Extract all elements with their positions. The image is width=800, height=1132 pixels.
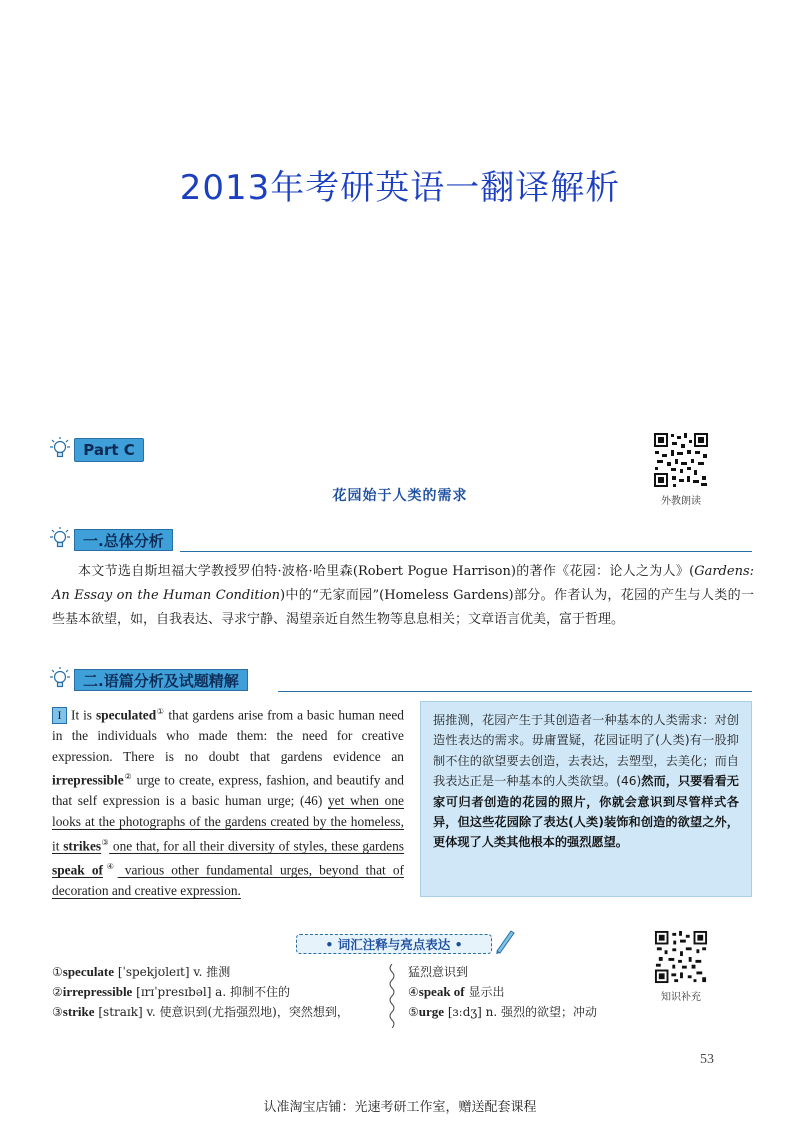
qr-caption-reading: 外教朗读 [661,496,701,507]
keyword-speak-of: speak of [52,862,103,878]
vocab-word: irrepressible [62,984,133,999]
vocab-definition: 显示出 [464,985,505,999]
keyword-strikes: strikes [63,837,102,853]
overview-paragraph [52,560,754,632]
vocab-item [408,962,648,982]
pen-icon [494,928,516,954]
passage-text: urge to create, express, fashion, and beautify and that self expression is a basic human urge; (46) [52,772,405,809]
footnote-mark: ④ [103,861,118,871]
vocab-definition: [ɜːdʒ] n. 强烈的欲望；冲动 [444,1005,598,1019]
overview-text-2: )中的“无家而园”(Homeless Gardens)部分。作者认为，花园的产生与人类的一些基本欲望，如，自我表达、寻求宁静、渴望亲近自然生物等息息相关；文章语言优美，富于哲理。 [52,588,754,627]
keyword-speculated: speculated [95,707,157,723]
vocab-word: speak of [418,984,465,999]
vocab-item [52,962,382,982]
lightbulb-icon [50,436,70,462]
passage-text: It is [71,707,96,723]
qr-code-icon[interactable] [653,432,709,488]
section-heading-text-analysis: 二.语篇分析及试题精解 [74,669,248,691]
footnote-mark: ① [156,707,165,716]
vocab-number: ① [52,965,63,979]
vocab-item [408,982,648,1002]
book-title-en: Gardens: An Essay on the Human Condition [52,564,754,603]
squiggle-divider [387,964,397,1028]
vocab-banner: • 词汇注释与亮点表达 • [296,934,492,954]
footnote-mark: ② [123,772,133,782]
underlined-sentence-46: one that, for all their diversity of styles, these gardens [109,837,405,853]
overview-text-1: 本文节选自斯坦福大学教授罗伯特·波格·哈里森(Robert Pogue Harrison)的著作《花园：论人之为人》( [78,564,695,579]
keyword-irrepressible: irrepressible [52,772,124,788]
underlined-sentence-46: various other fundamental urges, beyond that of decoration and creative expression. [52,862,405,898]
lightbulb-icon [50,526,70,552]
vocab-item [408,1002,648,1022]
vocab-definition: [straɪk] v. 使意识到(尤指强烈地)，突然想到， [94,1005,349,1019]
vocab-item [52,982,382,1002]
vocab-list-left [52,962,382,1022]
section-divider [278,691,752,692]
section-divider [180,551,752,552]
part-c-badge: Part C [74,438,144,462]
vocab-definition: 猛烈意识到 [408,965,469,979]
page-title: 2013年考研英语一翻译解析 [179,168,621,208]
footnote-mark: ③ [101,837,110,847]
vocab-item [52,1002,382,1022]
passage-text: that gardens arise from a basic human need in the individuals who made them: the need for creative expression. There is no doubt that gardens evidence an [52,707,404,764]
vocab-definition: [ˈspekjʊleɪt] v. 推测 [114,965,231,979]
vocab-number: ④ [408,985,419,999]
paragraph-marker: I [52,707,67,724]
english-passage [52,702,404,901]
translation-box [420,701,752,897]
vocab-list-right [408,962,648,1022]
vocab-number: ⑤ [408,1005,419,1019]
page-number: 53 [700,1052,714,1067]
translation-text: 据推测，花园产生于其创造者一种基本的人类需求：对创造性表达的需求。毋庸置疑，花园证明了(人类)有一股抑制不住的欲望要去创造，去表达，去塑型，去美化；而自我表达正是一种基本的人类欲望。(46) [433,713,739,789]
translation-answer-46: 然而，只要看看无家可归者创造的花园的照片，你就会意识到尽管样式各异，但这些花园除了表达(人类)装饰和创造的欲望之外，更体现了人类其他根本的强烈愿望。 [433,774,739,850]
vocab-definition: [ɪrɪˈpresɪbəl] a. 抑制不住的 [132,985,290,999]
vocab-number: ③ [52,1005,63,1019]
vocab-word: speculate [62,964,115,979]
section-heading-overall-analysis: 一.总体分析 [74,529,173,551]
qr-caption-knowledge: 知识补充 [661,992,701,1003]
underlined-sentence-46: yet when one looks at the photographs of the gardens created by the homeless, it [52,793,404,853]
vocab-number: ② [52,985,63,999]
vocab-word: urge [418,1004,445,1019]
lightbulb-icon [50,666,70,692]
footer-note: 认准淘宝店铺：光速考研工作室，赠送配套课程 [263,1100,537,1115]
vocab-word: strike [62,1004,95,1019]
article-subtitle: 花园始于人类的需求 [332,488,468,504]
qr-code-icon[interactable] [654,930,708,984]
